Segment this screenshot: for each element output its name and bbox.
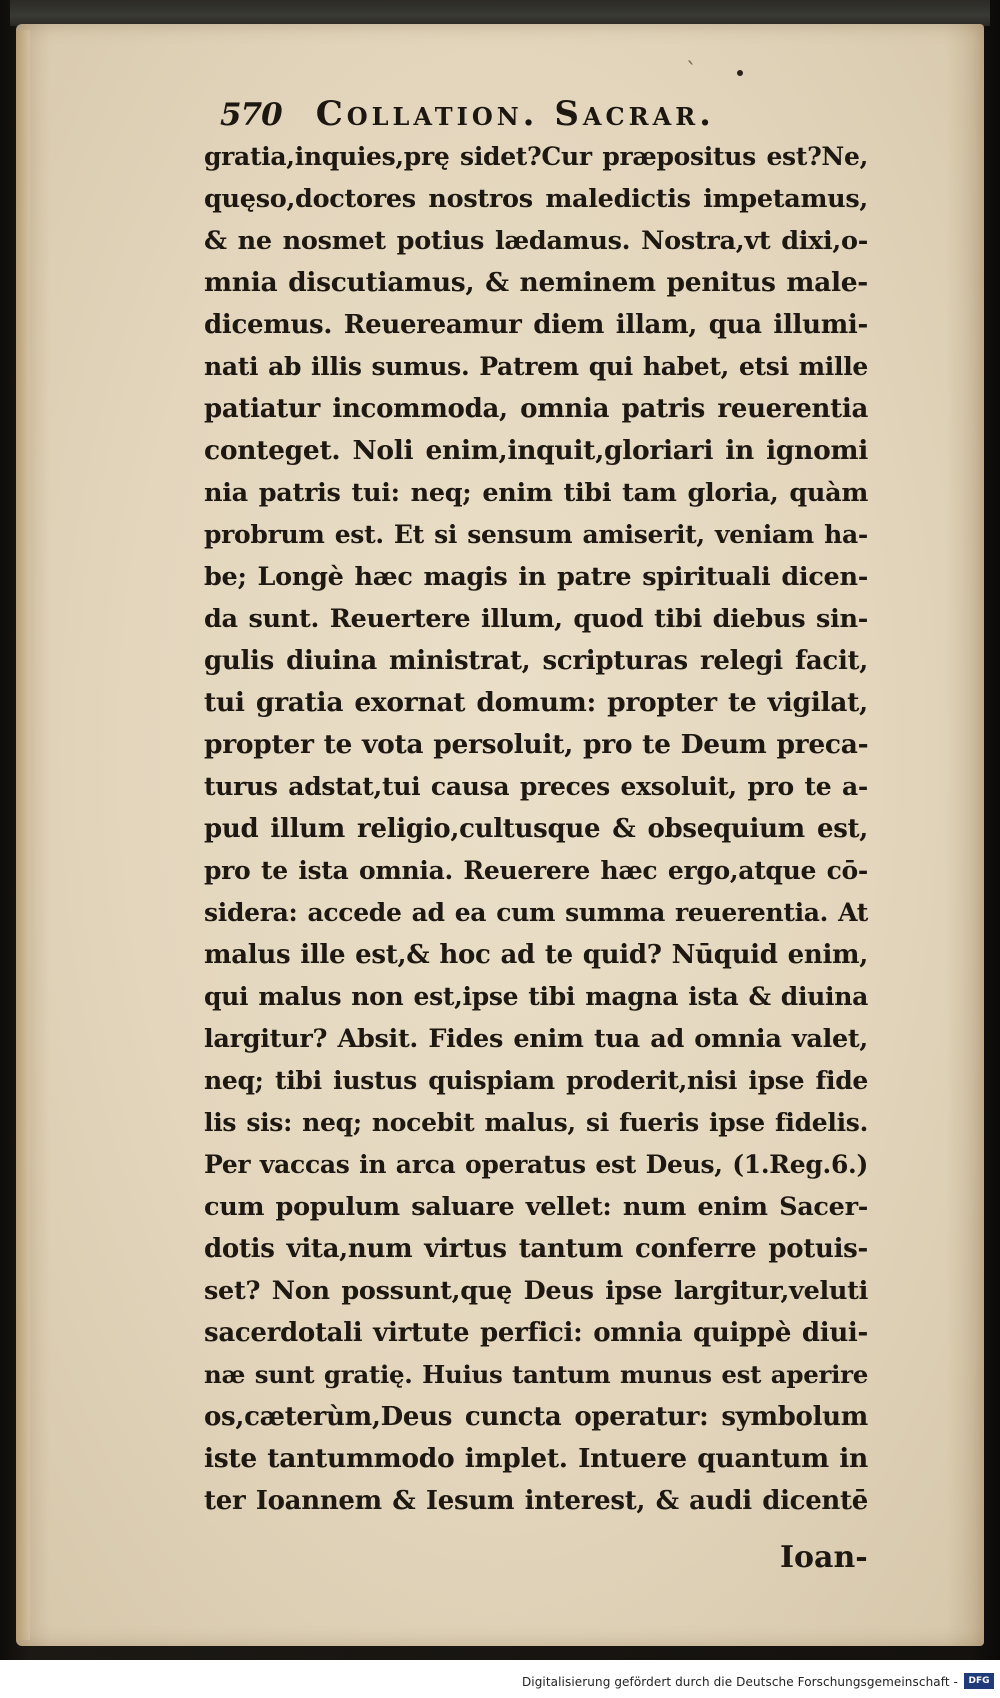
text-line: Per vaccas in arca operatus est Deus, (1.Reg.6.)	[204, 1150, 868, 1179]
page-header	[220, 94, 940, 140]
page-gutter-shadow	[16, 30, 30, 1640]
text-line: iste tantummodo implet. Intuere quantum in	[204, 1443, 868, 1474]
text-line: probrum est. Et si sensum amiserit, veniam ha-	[204, 520, 868, 549]
text-line: dicemus. Reuereamur diem illam, qua illumi-	[204, 310, 868, 340]
text-line: propter te vota persoluit, pro te Deum preca-	[204, 729, 869, 760]
pencil-mark: ˎ	[686, 40, 697, 65]
text-line: lis sis: neq; nocebit malus, si fueris ipse fidelis.	[204, 1108, 868, 1137]
page-number: 570	[220, 97, 282, 133]
text-line: be; Longè hæc magis in patre spirituali dicen-	[204, 562, 868, 592]
text-line: nia patris tui: neq; enim tibi tam gloria, quàm	[204, 478, 868, 508]
body-text	[204, 136, 868, 1522]
text-line: da sunt. Reuertere illum, quod tibi diebus sin-	[204, 604, 868, 634]
running-head: Collation. Sacrar.	[315, 94, 715, 134]
text-line: ter Ioannem & Iesum interest, & audi dicentē	[204, 1486, 868, 1516]
text-line: patiatur incommoda, omnia patris reuerentia	[204, 394, 868, 424]
text-line: quęso,doctores nostros maledictis impetamus,	[204, 184, 868, 214]
text-line: gratia,inquies,prę sidet?Cur præpositus est?Ne,	[204, 142, 868, 171]
text-line: dotis vita,num virtus tantum conferre potuis-	[204, 1234, 868, 1264]
text-line: nati ab illis sumus. Patrem qui habet, etsi mille	[204, 352, 868, 381]
text-line: qui malus non est,ipse tibi magna ista & diuina	[204, 982, 868, 1011]
text-line: os,cæterùm,Deus cuncta operatur: symbolum	[204, 1402, 868, 1432]
text-line: mnia discutiamus, & neminem penitus male-	[204, 267, 868, 298]
text-line: turus adstat,tui causa preces exsoluit, pro te a-	[204, 772, 868, 801]
text-line: set? Non possunt,quę Deus ipse largitur,veluti	[204, 1276, 868, 1306]
ink-dot	[737, 70, 743, 76]
text-line: cum populum saluare vellet: num enim Sacer-	[204, 1192, 868, 1222]
footer-credit: Digitalisierung gefördert durch die Deutsche Forschungsgemeinschaft -	[521, 1675, 958, 1689]
scanner-top-edge	[10, 0, 990, 26]
text-line: tui gratia exornat domum: propter te vigilat,	[204, 687, 868, 718]
text-line: sidera: accede ad ea cum summa reuerentia. At	[204, 898, 868, 927]
text-line: conteget. Noli enim,inquit,gloriari in ignomi	[204, 435, 868, 466]
text-line: neq; tibi iustus quispiam proderit,nisi ipse fide	[204, 1066, 868, 1095]
text-line: sacerdotali virtute perfici: omnia quippè diui-	[204, 1318, 868, 1348]
text-line: & ne nosmet potius lædamus. Nostra,vt dixi,o-	[204, 226, 868, 256]
catchword: Ioan-	[780, 1540, 868, 1575]
dfg-logo: DFG	[964, 1673, 994, 1689]
text-line: næ sunt gratię. Huius tantum munus est aperire	[204, 1360, 868, 1389]
text-line: pud illum religio,cultusque & obsequium est,	[204, 814, 868, 844]
text-line: malus ille est,& hoc ad te quid? Nūquid enim,	[204, 940, 868, 970]
text-line: gulis diuina ministrat, scripturas relegi facit,	[204, 646, 868, 676]
text-line: pro te ista omnia. Reuerere hæc ergo,atque cō-	[204, 856, 868, 885]
text-line: largitur? Absit. Fides enim tua ad omnia valet,	[204, 1024, 868, 1054]
